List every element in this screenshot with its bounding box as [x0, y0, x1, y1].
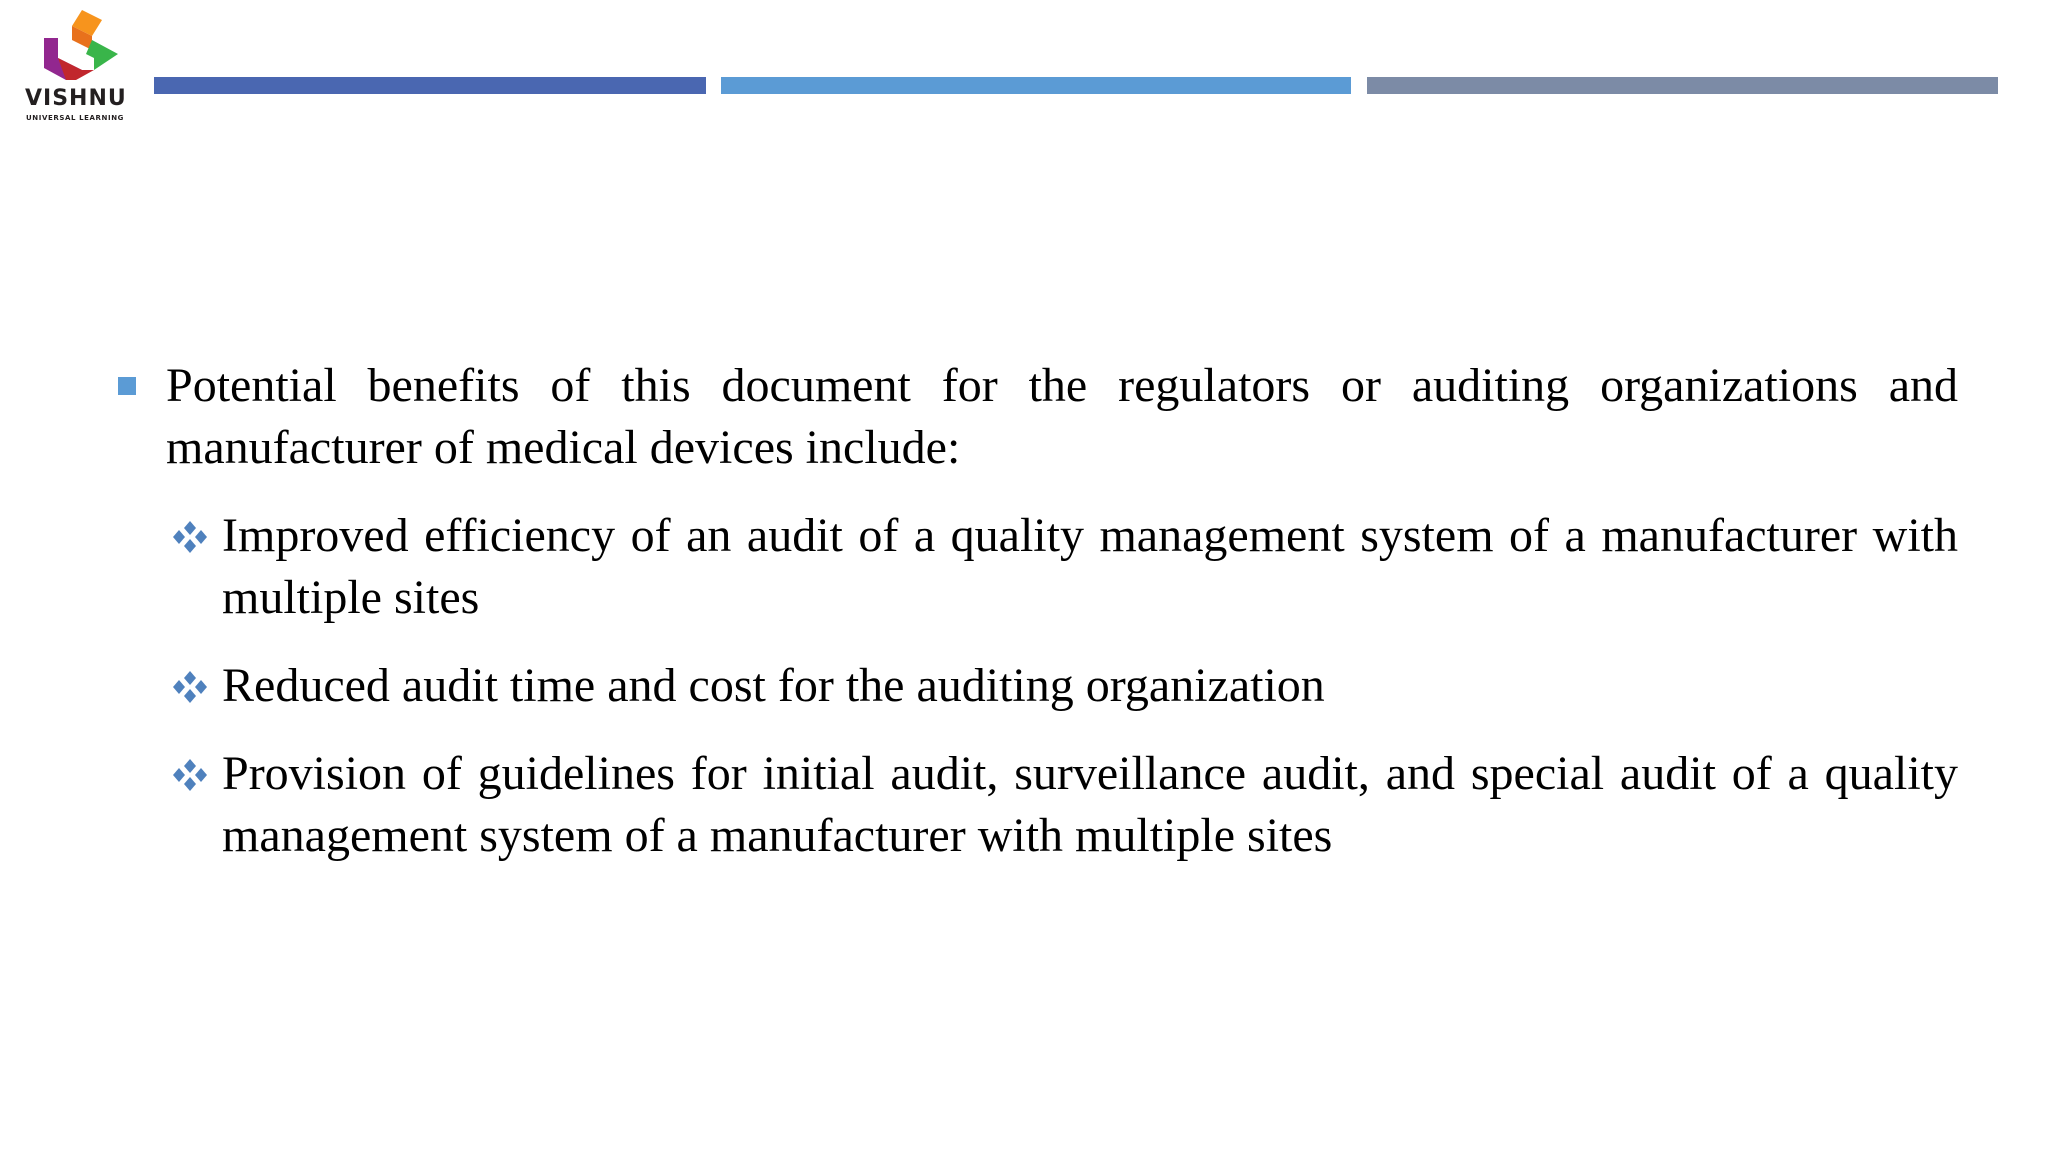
- sub-point-list: [116, 505, 1958, 867]
- sub-point-text: Improved efficiency of an audit of a quality management system of a manufacturer with multiple sites: [222, 509, 1958, 624]
- square-bullet-icon: [118, 377, 136, 395]
- logo-tagline: UNIVERSAL LEARNING: [26, 114, 125, 122]
- slide-content: [116, 355, 1958, 893]
- sub-point-text: Reduced audit time and cost for the auditing organization: [222, 659, 1325, 712]
- vishnu-logo: [22, 10, 132, 125]
- main-point-text: Potential benefits of this document for the regulators or auditing organizations and manufacturer of medical devices include:: [166, 359, 1958, 474]
- header-bar-gray-blue: [1367, 77, 1998, 94]
- header-bar-light-blue: [721, 77, 1351, 94]
- sub-point: [116, 655, 1958, 717]
- four-diamond-bullet-icon: [172, 757, 208, 793]
- four-diamond-bullet-icon: [172, 669, 208, 705]
- sub-point: [116, 743, 1958, 867]
- logo-name: VISHNU: [25, 86, 127, 111]
- sub-point: [116, 505, 1958, 629]
- logo-mark-icon: [36, 10, 118, 88]
- main-point: [116, 355, 1958, 479]
- sub-point-text: Provision of guidelines for initial audit, surveillance audit, and special audit of a quality management system of a manufacturer with multiple sites: [222, 747, 1958, 862]
- four-diamond-bullet-icon: [172, 519, 208, 555]
- header-bar-dark-blue: [154, 77, 706, 94]
